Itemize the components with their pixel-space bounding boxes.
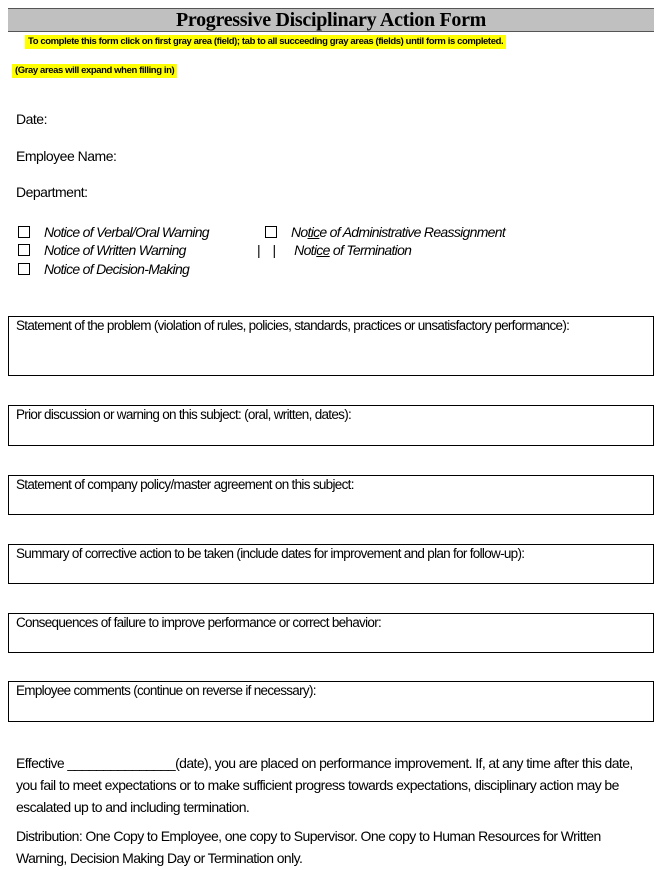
employee-comments-label: Employee comments (continue on reverse if necessary): (16, 683, 316, 698)
checkbox-icon[interactable] (265, 226, 277, 238)
checkbox-admin-label: Notice of Administrative Reassignment (291, 224, 506, 240)
distribution-paragraph: Distribution: One Copy to Employee, one copy to Supervisor. One copy to Human Resources for Written Warning, Decision Making Day or Termination only. (16, 828, 601, 866)
checkbox-termination-marks[interactable]: | | (257, 242, 281, 258)
consequences-label: Consequences of failure to improve performance or correct behavior: (16, 615, 382, 630)
prior-discussion-label: Prior discussion or warning on this subject: (oral, written, dates): (16, 407, 352, 422)
checkbox-icon[interactable] (18, 263, 30, 275)
consequences-box[interactable] (8, 613, 654, 653)
problem-statement-box[interactable] (8, 316, 654, 376)
company-policy-label: Statement of company policy/master agreement on this subject: (16, 477, 354, 492)
checkbox-admin-reassignment[interactable] (265, 224, 505, 240)
employee-name-field[interactable]: Employee Name: (16, 148, 117, 164)
date-field[interactable]: Date: (16, 111, 47, 127)
checkbox-verbal-label: Notice of Verbal/Oral Warning (44, 224, 209, 240)
department-field[interactable]: Department: (16, 184, 88, 200)
problem-statement-label: Statement of the problem (violation of rules, policies, standards, practices or unsatisfactory performance): (16, 318, 570, 333)
checkbox-written-label: Notice of Written Warning (44, 242, 186, 258)
company-policy-box[interactable] (8, 475, 654, 515)
effective-paragraph: Effective _______________(date), you are placed on performance improvement. If, at any time after this date, you fail to meet expectations or to make sufficient progress towards expectations, disciplinary action may be escalated up to and including termination. (16, 755, 633, 815)
checkbox-written-warning[interactable] (18, 242, 186, 258)
gray-area-note: (Gray areas will expand when filling in) (12, 64, 177, 78)
form-title: Progressive Disciplinary Action Form (175, 9, 487, 31)
checkbox-termination-label: Notice of Termination (294, 242, 412, 258)
instruction-text: To complete this form click on first gray area (field); tab to all succeeding gray areas (fields) until form is completed. (25, 35, 506, 49)
checkbox-termination[interactable] (257, 242, 411, 258)
checkbox-icon[interactable] (18, 244, 30, 256)
form-title-bar (8, 8, 654, 32)
checkbox-decision-making[interactable] (18, 261, 189, 277)
corrective-action-box[interactable] (8, 544, 654, 584)
corrective-action-label: Summary of corrective action to be taken (include dates for improvement and plan for follow-up): (16, 546, 525, 561)
checkbox-verbal-warning[interactable] (18, 224, 209, 240)
checkbox-decision-label: Notice of Decision-Making (44, 261, 190, 277)
employee-comments-box[interactable] (8, 681, 654, 722)
prior-discussion-box[interactable] (8, 405, 654, 446)
checkbox-icon[interactable] (18, 226, 30, 238)
